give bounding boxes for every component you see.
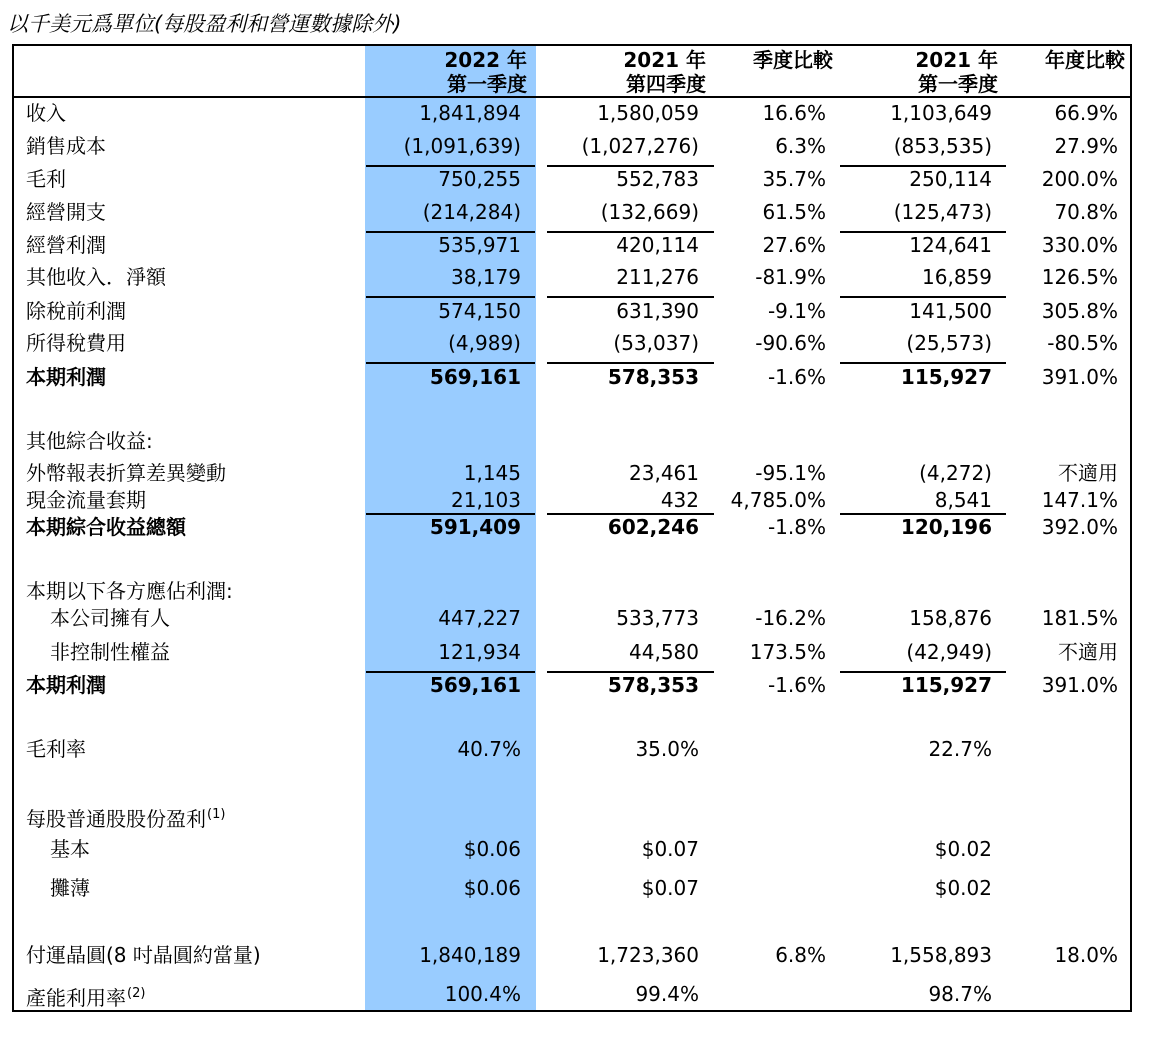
q1-2022-value: $0.06: [463, 876, 521, 900]
table-row: [0, 131, 1153, 161]
header-col2: [623, 48, 706, 96]
q1-2021-value: 115,927: [900, 365, 992, 389]
qoq-change: 35.7%: [762, 167, 826, 191]
q1-2021-value: 115,927: [900, 673, 992, 697]
q1-2021-value: 124,641: [909, 233, 992, 257]
qoq-change: 173.5%: [749, 640, 826, 664]
qoq-change: -16.2%: [755, 606, 826, 630]
table-row: [0, 328, 1153, 358]
header-col4: [915, 48, 998, 96]
qoq-change: -9.1%: [767, 299, 826, 323]
row-label: 現金流量套期: [26, 488, 146, 512]
q1-2021-value: (125,473): [893, 200, 992, 224]
row-label: 其他收入．淨額: [26, 265, 166, 289]
q1-2022-value: $0.06: [463, 837, 521, 861]
q1-2022-value: 591,409: [429, 515, 521, 539]
table-row: [0, 940, 1153, 970]
row-label: 本公司擁有人: [50, 606, 170, 630]
yoy-change: 147.1%: [1041, 488, 1118, 512]
yoy-change: 330.0%: [1041, 233, 1118, 257]
qoq-change: 6.3%: [775, 134, 826, 158]
header-col3: [753, 48, 833, 72]
q4-2021-value: (1,027,276): [581, 134, 699, 158]
header-col2-year: 2021 年: [623, 48, 706, 72]
yoy-change: 181.5%: [1041, 606, 1118, 630]
q1-2021-value: (4,272): [919, 461, 992, 485]
table-row: [0, 262, 1153, 292]
qoq-change: -81.9%: [755, 265, 826, 289]
table-caption: 以千美元爲單位(每股盈利和營運數據除外): [7, 12, 402, 36]
table-row: [0, 979, 1153, 1009]
q4-2021-value: 602,246: [607, 515, 699, 539]
table-row: [0, 734, 1153, 764]
row-label: [26, 982, 145, 1010]
q4-2021-value: 35.0%: [635, 737, 699, 761]
row-label: 其他綜合收益:: [26, 429, 153, 453]
table-row-total: [0, 362, 1153, 392]
q1-2021-value: 16,859: [922, 265, 992, 289]
q1-2021-value: (42,949): [906, 640, 992, 664]
yoy-change: 18.0%: [1054, 943, 1118, 967]
q4-2021-value: $0.07: [641, 876, 699, 900]
q4-2021-value: 1,580,059: [597, 101, 699, 125]
section-heading: [0, 426, 1153, 456]
yoy-change: 不適用: [1058, 461, 1118, 485]
header-col1: [444, 48, 527, 96]
row-label: 銷售成本: [26, 134, 106, 158]
qoq-change: 4,785.0%: [730, 488, 826, 512]
row-label: 所得稅費用: [26, 331, 126, 355]
q1-2021-value: 1,103,649: [890, 101, 992, 125]
q4-2021-value: 631,390: [616, 299, 699, 323]
q1-2022-value: 447,227: [438, 606, 521, 630]
table-row: [0, 197, 1153, 227]
header-col5: [1045, 48, 1125, 72]
q1-2021-value: 22.7%: [928, 737, 992, 761]
yoy-change: 27.9%: [1054, 134, 1118, 158]
header-col2-quarter: 第四季度: [626, 72, 706, 96]
q4-2021-value: (132,669): [600, 200, 699, 224]
q1-2022-value: 569,161: [429, 365, 521, 389]
table-row: [0, 603, 1153, 633]
q4-2021-value: 578,353: [607, 365, 699, 389]
q1-2022-value: 569,161: [429, 673, 521, 697]
yoy-change: 391.0%: [1041, 673, 1118, 697]
row-label: 經營開支: [26, 200, 106, 224]
qoq-change: 6.8%: [775, 943, 826, 967]
header-col4-year: 2021 年: [915, 48, 998, 72]
section-heading: [0, 800, 1153, 830]
q1-2022-value: 21,103: [451, 488, 521, 512]
q4-2021-value: 578,353: [607, 673, 699, 697]
q1-2022-value: (4,989): [448, 331, 521, 355]
row-label: 基本: [50, 837, 90, 861]
table-row: [0, 98, 1153, 128]
q4-2021-value: 211,276: [616, 265, 699, 289]
yoy-change: 200.0%: [1041, 167, 1118, 191]
q4-2021-value: 44,580: [629, 640, 699, 664]
q1-2021-value: (25,573): [906, 331, 992, 355]
q1-2021-value: $0.02: [934, 876, 992, 900]
qoq-change: -1.6%: [767, 365, 826, 389]
q1-2022-value: (214,284): [422, 200, 521, 224]
row-label: [26, 803, 225, 831]
yoy-change: 391.0%: [1041, 365, 1118, 389]
row-label: 本期利潤: [26, 365, 106, 389]
qoq-change: 61.5%: [762, 200, 826, 224]
q4-2021-value: 420,114: [616, 233, 699, 257]
q1-2022-value: 38,179: [451, 265, 521, 289]
qoq-change: -90.6%: [755, 331, 826, 355]
q4-2021-value: 432: [660, 488, 699, 512]
q1-2022-value: 574,150: [438, 299, 521, 323]
yoy-change: 305.8%: [1041, 299, 1118, 323]
row-label: 毛利: [26, 167, 66, 191]
row-label: 本期利潤: [26, 673, 106, 697]
header-col3-label: 季度比較: [753, 48, 833, 72]
q4-2021-value: 23,461: [629, 461, 699, 485]
header-col5-label: 年度比較: [1045, 48, 1125, 72]
q4-2021-value: $0.07: [641, 837, 699, 861]
yoy-change: 392.0%: [1041, 515, 1118, 539]
q1-2022-value: 1,145: [463, 461, 521, 485]
q1-2021-value: 1,558,893: [890, 943, 992, 967]
q1-2022-value: 535,971: [438, 233, 521, 257]
q1-2022-value: (1,091,639): [403, 134, 521, 158]
q1-2021-value: 141,500: [909, 299, 992, 323]
q1-2022-value: 121,934: [438, 640, 521, 664]
q1-2021-value: (853,535): [893, 134, 992, 158]
row-label: 經營利潤: [26, 233, 106, 257]
yoy-change: 不適用: [1058, 640, 1118, 664]
table-row-total: [0, 670, 1153, 700]
q1-2021-value: 8,541: [934, 488, 992, 512]
table-row: [0, 230, 1153, 260]
table-row: [0, 873, 1153, 903]
row-label: 本期綜合收益總額: [26, 515, 186, 539]
q1-2022-value: 1,841,894: [419, 101, 521, 125]
q1-2021-value: 158,876: [909, 606, 992, 630]
table-row: [0, 485, 1153, 515]
q4-2021-value: 533,773: [616, 606, 699, 630]
header-col1-quarter: 第一季度: [447, 72, 527, 96]
header-col1-year: 2022 年: [444, 48, 527, 72]
row-label: 攤薄: [50, 876, 90, 900]
row-label: 收入: [26, 101, 66, 125]
q1-2021-value: $0.02: [934, 837, 992, 861]
yoy-change: 66.9%: [1054, 101, 1118, 125]
q4-2021-value: 552,783: [616, 167, 699, 191]
q4-2021-value: 99.4%: [635, 982, 699, 1006]
yoy-change: 70.8%: [1054, 200, 1118, 224]
section-heading: [0, 576, 1153, 606]
q1-2022-value: 750,255: [438, 167, 521, 191]
table-row: [0, 458, 1153, 488]
row-label-text: 每股普通股股份盈利: [26, 807, 206, 831]
table-row: [0, 637, 1153, 667]
row-label: 付運晶圓(8 吋晶圓約當量): [26, 943, 261, 967]
yoy-change: -80.5%: [1047, 331, 1118, 355]
qoq-change: -1.6%: [767, 673, 826, 697]
footnote-marker: (1): [207, 807, 226, 822]
q1-2021-value: 98.7%: [928, 982, 992, 1006]
row-label-text: 產能利用率: [26, 986, 126, 1010]
table-row: [0, 164, 1153, 194]
row-label: 非控制性權益: [50, 640, 170, 664]
table-row: [0, 296, 1153, 326]
row-label: 本期以下各方應佔利潤:: [26, 579, 233, 603]
q1-2021-value: 120,196: [900, 515, 992, 539]
q1-2022-value: 40.7%: [457, 737, 521, 761]
q4-2021-value: (53,037): [613, 331, 699, 355]
qoq-change: 27.6%: [762, 233, 826, 257]
qoq-change: -1.8%: [767, 515, 826, 539]
row-label: 毛利率: [26, 737, 86, 761]
row-label: 除稅前利潤: [26, 299, 126, 323]
footnote-marker: (2): [127, 986, 146, 1001]
q1-2021-value: 250,114: [909, 167, 992, 191]
qoq-change: -95.1%: [755, 461, 826, 485]
q1-2022-value: 1,840,189: [419, 943, 521, 967]
table-row: [0, 834, 1153, 864]
table-row-total: [0, 512, 1153, 542]
q4-2021-value: 1,723,360: [597, 943, 699, 967]
yoy-change: 126.5%: [1041, 265, 1118, 289]
qoq-change: 16.6%: [762, 101, 826, 125]
row-label: 外幣報表折算差異變動: [26, 461, 226, 485]
q1-2022-value: 100.4%: [444, 982, 521, 1006]
header-col4-quarter: 第一季度: [918, 72, 998, 96]
